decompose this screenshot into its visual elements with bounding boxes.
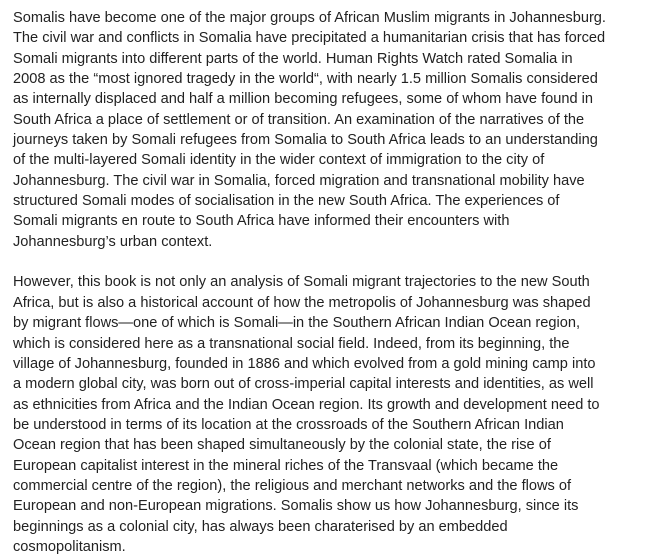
paragraph-1: Somalis have become one of the major groups of African Muslim migrants in Johannesburg. The civil war and conflicts in Somalia have precipitated a humanitarian crisis that has forced Somali migrants into different parts of the world. Human Rights Watch rated Somalia in 2008 as the “most ignored tragedy in the world“, with nearly 1.5 million Somalis considered as internally displaced and half a million becoming refugees, some of whom have found in South Africa a place of settlement or of transition. An examination of the narratives of the journeys taken by Somali refugees from Somalia to South Africa leads to an understanding of the multi-layered Somali identity in the wider context of immigration to the city of Johannesburg. The civil war in Somalia, forced migration and transnational mobility have structured Somali modes of socialisation in the new South Africa. The experiences of Somali migrants en route to South Africa have informed their encounters with Johannesburg’s urban context.: [13, 10, 606, 250]
paragraph-2: However, this book is not only an analysis of Somali migrant trajectories to the new South Africa, but is also a historical account of how the metropolis of Johannesburg was shaped by migrant flows—one of which is Somali—in the Southern African Indian Ocean region, which is considered here as a transnational social field. Indeed, from its beginning, the village of Johannesburg, founded in 1886 and which evolved from a gold mining camp into a modern global city, was born out of cross-imperial capital interests and identities, as well as ethnicities from Africa and the Indian Ocean region. Its growth and development need to be understood in terms of its location at the crossroads of the Southern African Indian Ocean region that has been shaped simultaneously by the colonial state, the rise of European capitalist interest in the mineral riches of the Transvaal (which became the commercial centre of the region), the religious and merchant networks and the flows of European and non-European migrations. Somalis show us how Johannesburg, since its beginnings as a colonial city, has always been charaterised by an embedded cosmopolitanism.: [13, 274, 600, 555]
